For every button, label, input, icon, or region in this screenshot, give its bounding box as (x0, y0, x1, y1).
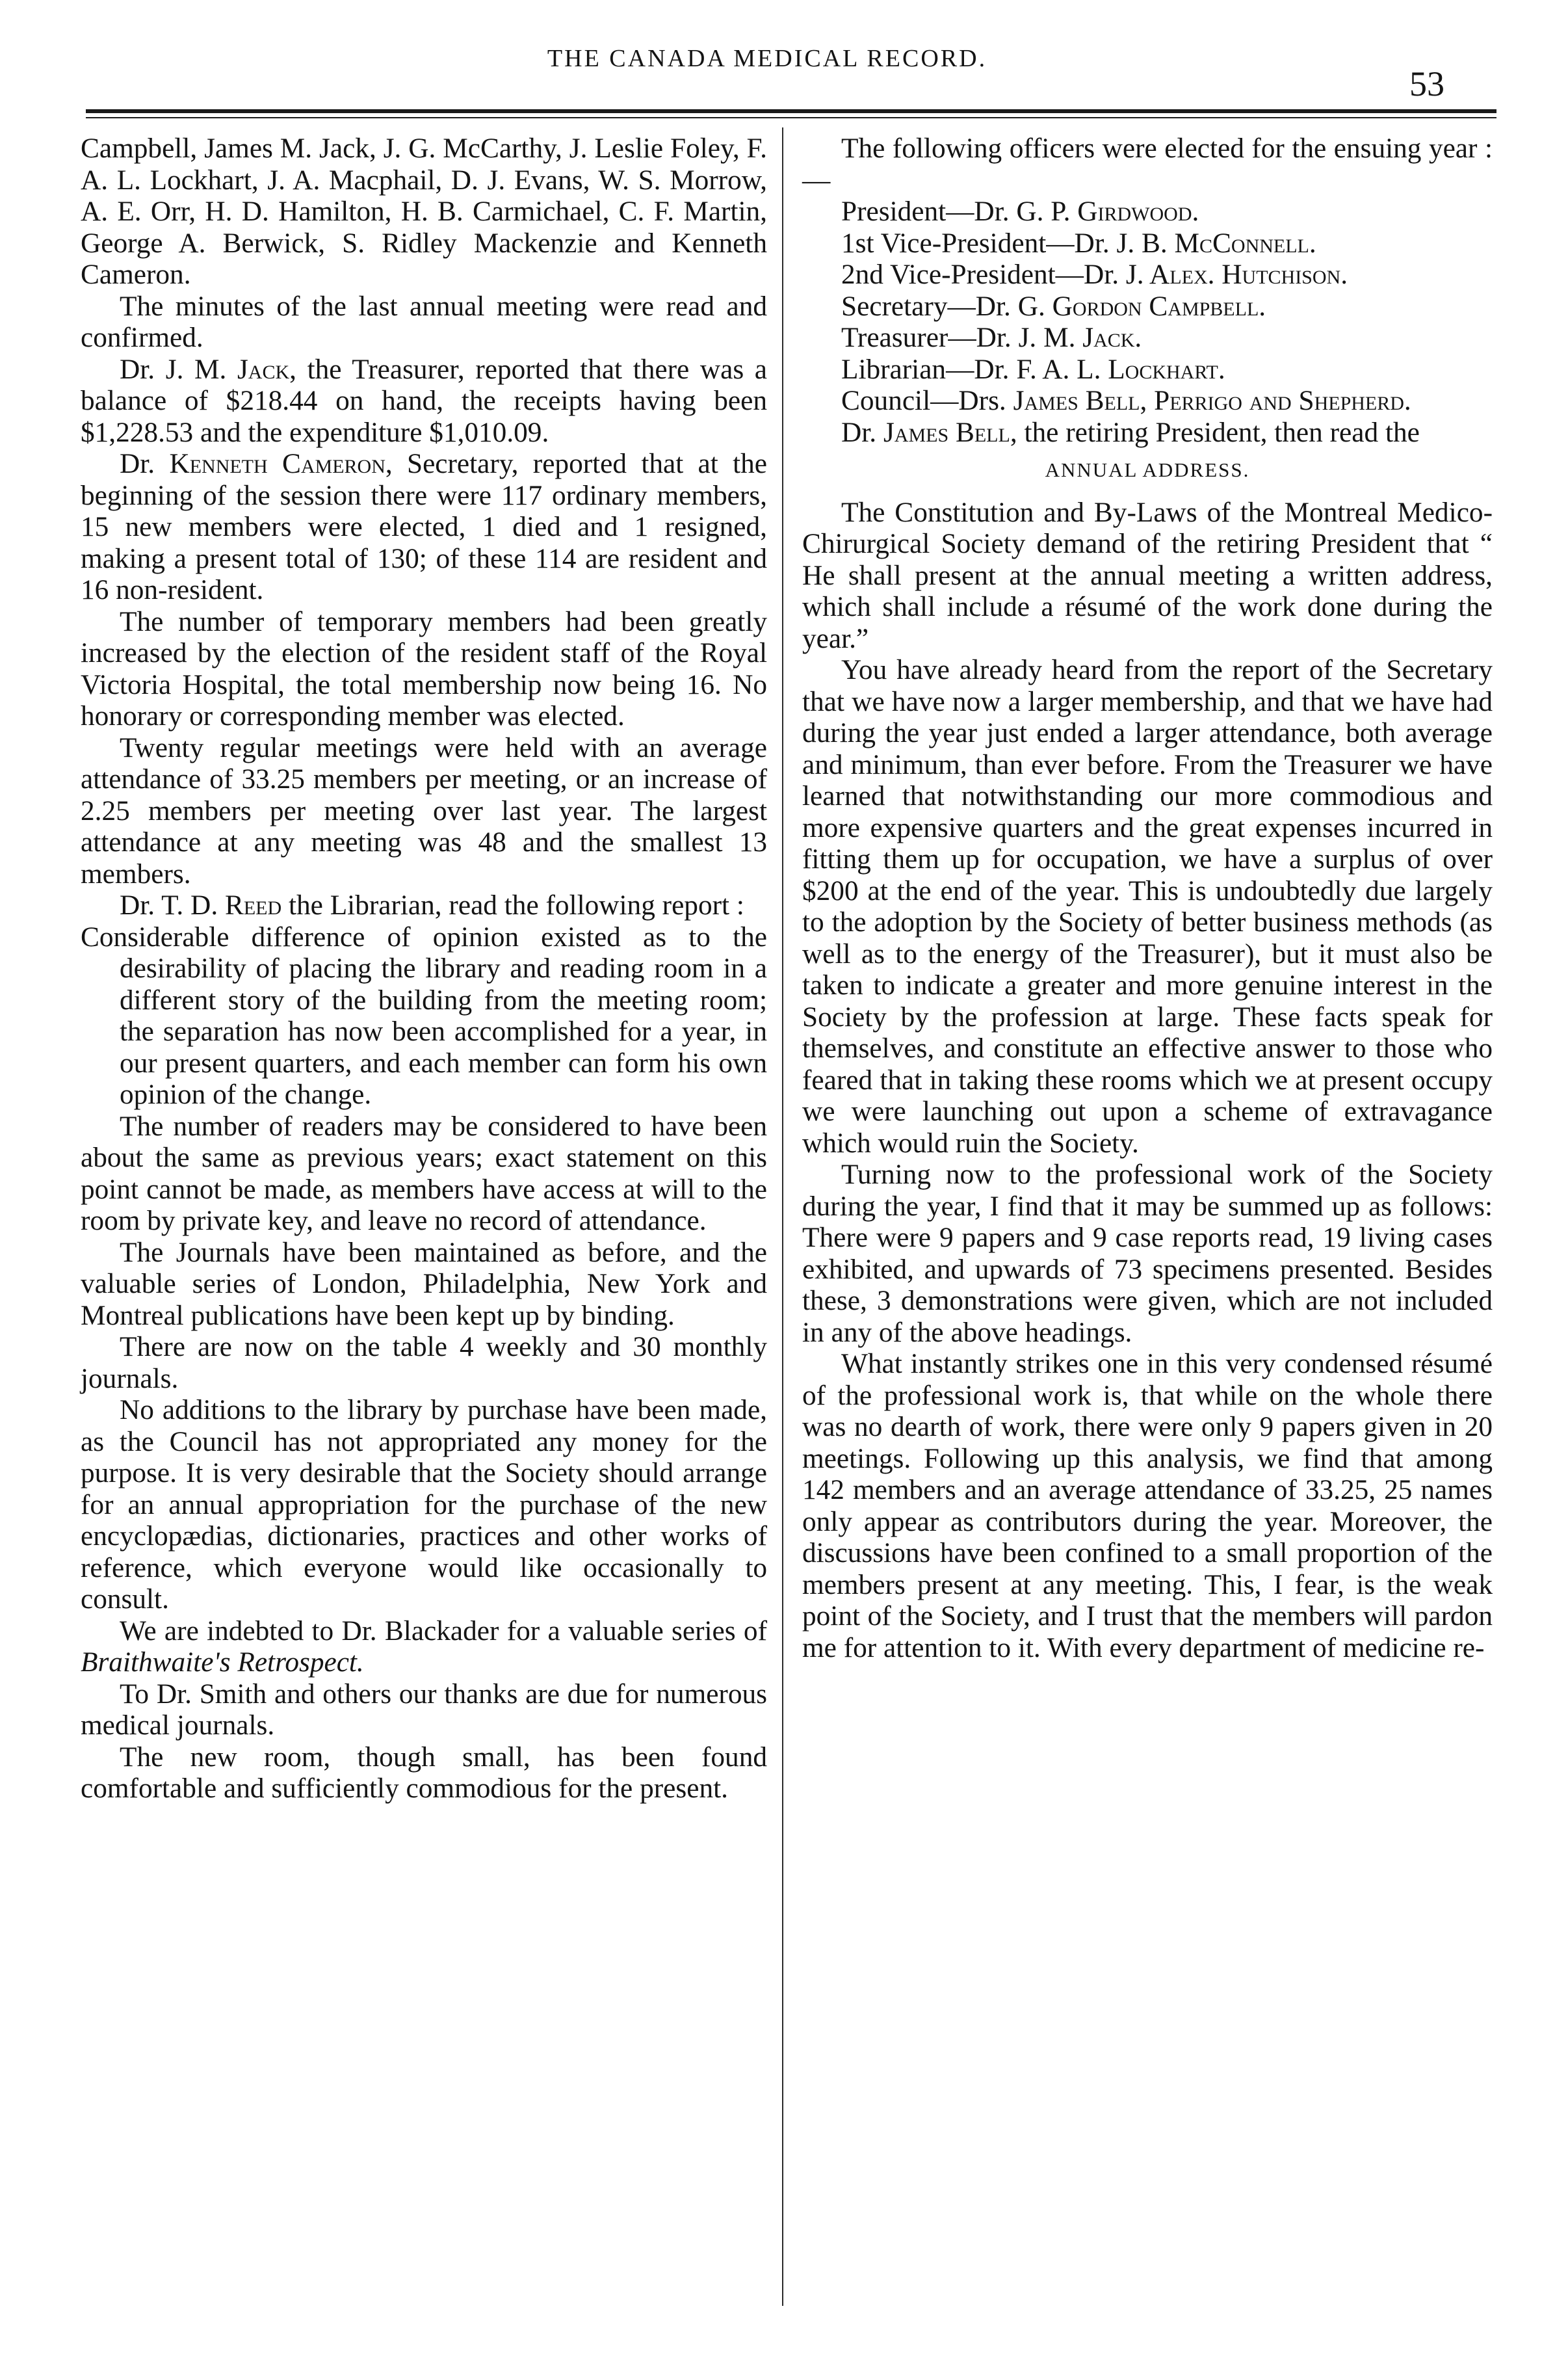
officer-role: Council—Drs. (841, 385, 1013, 416)
analysis-paragraph: What instantly strikes one in this very condensed résumé of the professional work is, that while on the whole there was no dearth of work, there were only 9 papers given in 20 meetings. Following up this analysis, we find that among 142 members and an average attendance of 33.25, 25 names only appear as contributors during the year. Moreover, the discussions have been confined to a small proportion of the members present at any meeting. This, I fear, is the weak point of the Society, and I trust that the members will pardon me for attention to it. With every department of medicine re- (802, 1348, 1493, 1663)
text-run: , the Treasurer, reported that there was a balance of $218.44 on hand, the receipts having been $1,228.53 and the expenditure $1,010.09. (81, 353, 767, 448)
thanks-paragraph: To Dr. Smith and others our thanks are due for numerous medical journals. (81, 1678, 767, 1741)
journal-count-paragraph: There are now on the table 4 weekly and 30 monthly journals. (81, 1331, 767, 1394)
member-list-paragraph: Campbell, James M. Jack, J. G. McCarthy, J. Leslie Foley, F. A. L. Lockhart, J. A. Macphail, D. J. Evans, W. S. Morrow, A. E. Orr, H. D. Hamilton, H. B. Carmichael, C. F. Martin, George A. Berwick, S. Ridley Mackenzie and Kenneth Cameron. (81, 133, 767, 290)
blackader-paragraph (81, 1615, 767, 1678)
officer-name: G. Gordon Campbell. (1017, 290, 1266, 322)
officer-role: Librarian—Dr. (841, 353, 1017, 385)
readers-paragraph: The number of readers may be considered to have been about the same as previous years; exact statement on this point cannot be made, as members have access at will to the room by private key, and leave no record of attendance. (81, 1110, 767, 1236)
text-run: , the retiring President, then read the (1010, 416, 1420, 448)
officer-name: J. M. Jack. (1018, 322, 1142, 353)
text-run: We are indebted to Dr. Blackader for a valuable series of (120, 1615, 767, 1646)
text-run: Dr. J. M. (120, 353, 237, 385)
new-room-paragraph: The new room, though small, has been found comfortable and sufficiently commodious for the present. (81, 1741, 767, 1804)
officer-name: James Bell, Perrigo and Shepherd. (1013, 385, 1411, 416)
journals-paragraph: The Journals have been maintained as before, and the valuable series of London, Philadelphia, New York and Montreal publications have been kept up by binding. (81, 1236, 767, 1331)
officer-second-vice-president (802, 259, 1493, 291)
officer-name: F. A. L. Lockhart. (1016, 353, 1225, 385)
column-divider (782, 127, 783, 2306)
text-run: , Secretary, reported that at the beginning of the session there were 117 ordinary members, 15 new members were elected, 1 died and 1 resigned, making a present total of 130; of these 114 are resident and 16 non-resident. (81, 448, 768, 605)
page-number: 53 (1409, 64, 1444, 103)
left-column (81, 133, 767, 1805)
right-column (802, 133, 1493, 1663)
officer-role: 2nd Vice-President—Dr. (841, 259, 1126, 290)
page-header (0, 0, 1568, 130)
text-run: Dr. (841, 416, 883, 448)
officer-role: President—Dr. (841, 196, 1017, 227)
library-paragraph: Considerable difference of opinion existed as to the desirability of placing the library and reading room in a different story of the building from the meeting room; the separation has now been accomplished for a year, in our present quarters, and each member can form his own opinion of the change. (81, 921, 767, 1110)
officer-treasurer (802, 322, 1493, 354)
treasurer-report-paragraph (81, 354, 767, 449)
text-run: Dr. T. D. (120, 890, 225, 921)
acquisitions-paragraph: No additions to the library by purchase have been made, as the Council has not appropriated any money for the purpose. It is very desirable that the Society should arrange for an annual appropriation for the purchase of the new encyclopædias, dictionaries, practices and other works of reference, which everyone would like occasionally to consult. (81, 1394, 767, 1615)
officer-role: Secretary—Dr. (841, 290, 1018, 322)
professional-work-paragraph: Turning now to the professional work of the Society during the year, I find that it may be summed up as follows: There were 9 papers and 9 case reports read, 19 living cases exhibited, and upwards of 73 specimens presented. Besides these, 3 demonstrations were given, which are not included in any of the above headings. (802, 1159, 1493, 1348)
text-run: Dr. (120, 448, 170, 479)
officer-name: J. B. McConnell. (1116, 227, 1316, 259)
running-title: THE CANADA MEDICAL RECORD. (547, 45, 987, 72)
officer-role: 1st Vice-President—Dr. (841, 227, 1117, 259)
officer-council (802, 385, 1493, 417)
officer-president (802, 196, 1493, 228)
text-run: the Librarian, read the following report : (281, 890, 744, 921)
constitution-paragraph: The Constitution and By-Laws of the Montreal Medico-Chirurgical Society demand of the retiring President that “ He shall present at the annual meeting a written address, which shall include a résumé of the work done during the year.” (802, 496, 1493, 654)
officer-librarian (802, 354, 1493, 386)
report-review-paragraph: You have already heard from the report of the Secretary that we have now a larger membership, and that we have had during the year just ended a larger attendance, both average and minimum, than ever before. From the Treasurer we have learned that notwithstanding our more commodious and more expensive quarters and the great expenses incurred in fitting them up for occupation, we have a surplus of over $200 at the end of the year. This is undoubtedly due largely to the adoption by the Society of better business methods (as well as to the energy of the Treasurer), but it must also be taken to indicate a greater and more genuine interest in the Society by the profession at large. These facts speak for themselves, and constitute an effective answer to those who feared that in taking these rooms which we at present occupy we were launching out upon a scheme of extravagance which would ruin the Society. (802, 654, 1493, 1159)
officer-secretary (802, 291, 1493, 323)
treasurer-name: Jack (237, 353, 290, 385)
header-rule-thick (86, 109, 1496, 113)
president-intro-paragraph (802, 417, 1493, 449)
header-rule-thin (86, 117, 1496, 118)
librarian-intro-paragraph (81, 890, 767, 921)
meetings-paragraph: Twenty regular meetings were held with an average attendance of 33.25 members per meeting, or an increase of 2.25 members per meeting over last year. The largest attendance at any meeting was 48 and the smallest 13 members. (81, 732, 767, 890)
officer-name: J. Alex. Hutchison. (1125, 259, 1348, 290)
officer-role: Treasurer—Dr. (841, 322, 1019, 353)
officer-name: G. P. Girdwood. (1016, 196, 1199, 227)
officers-intro: The following officers were elected for the ensuing year :— (802, 133, 1493, 196)
minutes-paragraph: The minutes of the last annual meeting were read and confirmed. (81, 290, 767, 353)
officer-first-vice-president (802, 228, 1493, 259)
address-heading: ANNUAL ADDRESS. (1045, 458, 1250, 481)
membership-paragraph: The number of temporary members had been greatly increased by the election of the resident staff of the Royal Victoria Hospital, the total membership now being 16. No honorary or corresponding member was elected. (81, 605, 767, 732)
retrospect-title: Braithwaite's Retrospect. (81, 1646, 364, 1678)
president-name: James Bell (883, 416, 1010, 448)
secretary-report-paragraph (81, 448, 767, 606)
secretary-name: Kenneth Cameron (169, 448, 385, 479)
librarian-name: Reed (224, 890, 282, 921)
